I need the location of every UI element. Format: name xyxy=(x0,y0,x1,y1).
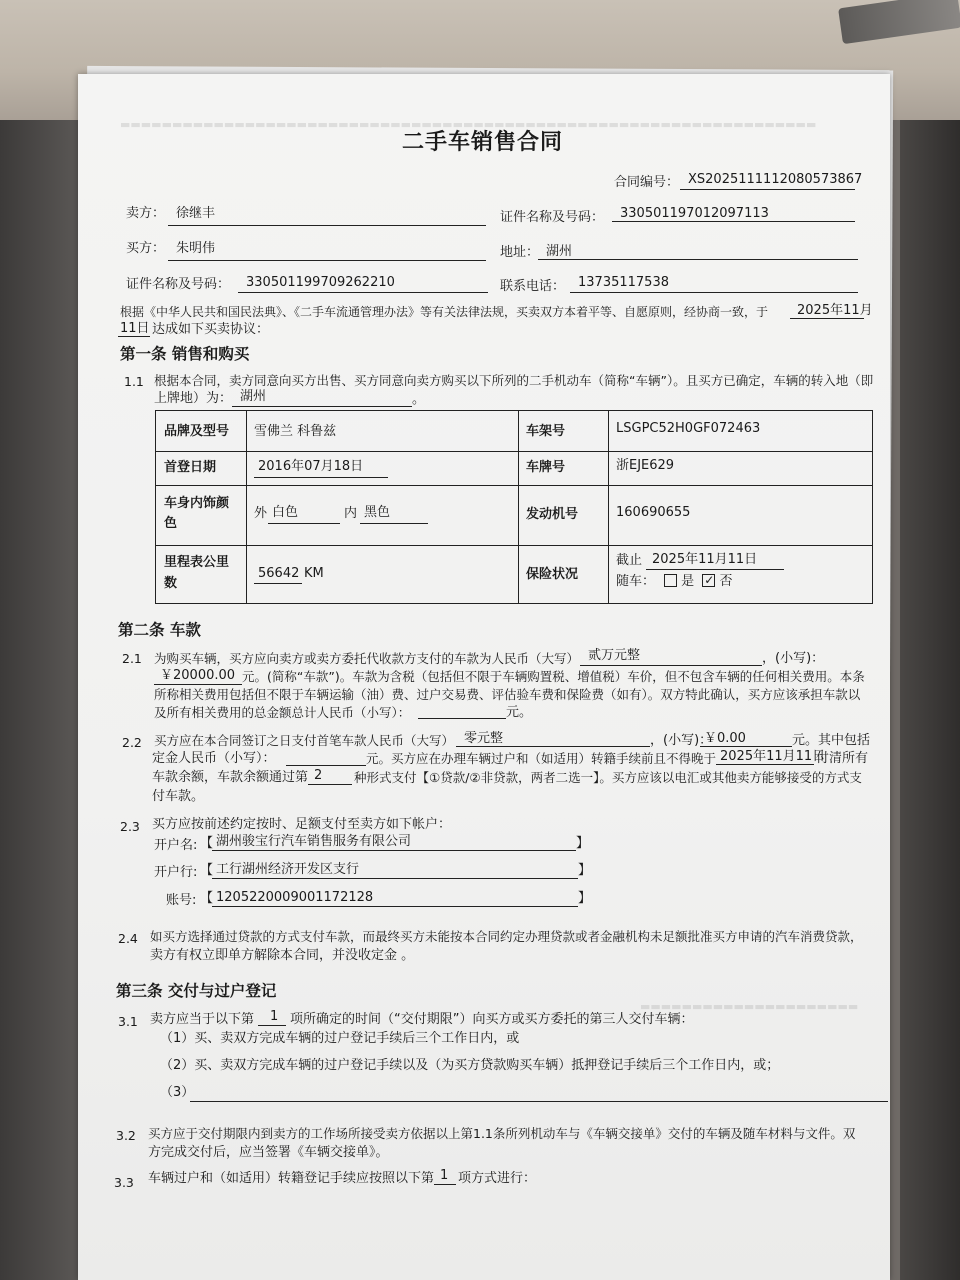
clause-number: 1.1 xyxy=(124,374,144,389)
color-label-1: 车身内饰颜 xyxy=(164,496,230,511)
show-through-text: ▬▬▬▬▬▬▬▬▬▬▬▬▬▬▬▬▬▬▬▬▬▬▬▬▬▬▬▬▬▬▬▬▬▬▬▬▬▬▬▬▬▬▬▬▬▬▬▬▬▬▬▬▬▬▬▬▬▬▬▬▬▬▬▬▬▬▬ xyxy=(120,118,817,131)
vehicle-table xyxy=(155,410,873,604)
bracket-left: 【 xyxy=(200,836,214,851)
dark-background-right xyxy=(900,120,960,1280)
clause-number: 2.1 xyxy=(122,651,142,666)
clause-2-4-line2: 卖方有权立即单方解除本合同，并没收定金 。 xyxy=(150,948,415,963)
clause-2-2-line4: 付车款。 xyxy=(152,789,205,804)
bracket-left: 【 xyxy=(200,863,214,878)
clause-2-2-small-label: ，(小写)： xyxy=(650,733,713,748)
clause-2-2-line2b: 元。买方应在办理车辆过户和（如适用）转籍手续前且不得晚于 xyxy=(366,751,717,766)
buyer-id-label: 证件名称及号码： xyxy=(126,277,231,292)
bank-label: 开户行: xyxy=(154,865,198,880)
contract-no-value: XS2025111112080573867 xyxy=(688,172,863,187)
color-label-2: 色 xyxy=(164,516,178,531)
clause-2-4-line1: 如买方选择通过贷款的方式支付车款，而最终买方未能按本合同约定办理贷款或者金融机构未足额批准买方申请的汽车消费贷款， xyxy=(150,929,863,944)
buyer-addr-underline xyxy=(538,259,858,260)
vin-value: LSGPC52H0GF072463 xyxy=(616,421,761,436)
clause-2-1-line2: 元。(简称“车款”)。车款为含税（包括但不限于车辆购置税、增值税）车价，但不包含车辆的任何相关费用。本条 xyxy=(242,669,865,684)
mileage-value: 56642 xyxy=(258,566,300,581)
insurance-yes-label: 是 xyxy=(681,574,695,589)
buyer-id: 330501199709262210 xyxy=(246,275,395,290)
bracket-right: 】 xyxy=(576,836,590,851)
clause-3-1-line1b: 项所确定的时间（“交付期限”）向买方或买方委托的第三人交付车辆： xyxy=(290,1012,694,1027)
buyer-addr-label: 地址： xyxy=(500,245,540,260)
preamble-date-1: 2025年11月 xyxy=(797,303,873,318)
checkbox-no-checked xyxy=(702,574,715,587)
clause-2-1-line4-end: 元。 xyxy=(506,705,533,720)
clause-2-2-line3: 车款余额，车款余额通过第 xyxy=(152,770,309,785)
bank-name: 工行湖州经济开发区支行 xyxy=(216,862,360,877)
clause-number: 2.4 xyxy=(118,931,138,946)
clause-2-2-line1-end: 元。其中包括 xyxy=(792,733,871,748)
clause-2-1-line4: 及所有相关费用的总金额总计人民币（小写）： xyxy=(154,705,411,720)
seller-name-underline xyxy=(168,225,486,226)
preamble-date-underline xyxy=(790,318,864,319)
ext-color: 白色 xyxy=(272,505,299,520)
first-payment-upper: 零元整 xyxy=(464,731,504,746)
price-small: ￥20000.00 xyxy=(160,668,236,683)
show-through-text: ▬▬▬▬▬▬▬▬▬▬▬▬▬▬▬▬▬▬▬▬▬ xyxy=(640,1000,859,1013)
account-name: 湖州骏宝行汽车销售服务有限公司 xyxy=(216,834,412,849)
bracket-right: 】 xyxy=(578,891,592,906)
clause-number: 2.3 xyxy=(120,819,140,834)
clause-number: 3.3 xyxy=(114,1175,134,1190)
clause-2-2-line2-end: 付清所有 xyxy=(816,751,869,766)
seller-id-underline xyxy=(612,221,855,222)
buyer-label: 买方： xyxy=(126,241,166,256)
transfer-place-underline xyxy=(232,406,412,407)
insurance-yes-option xyxy=(664,574,732,590)
buyer-id-underline xyxy=(238,292,488,293)
dark-background-left xyxy=(0,120,80,1280)
mileage-unit: KM xyxy=(304,566,324,581)
article-1-title: 第一条 销售和购买 xyxy=(120,345,250,363)
delivery-option-3: （3） xyxy=(160,1085,195,1100)
clause-number: 2.2 xyxy=(122,735,142,750)
clause-2-1-line1: 为购买车辆，买方应向卖方或卖方委托代收款方支付的车款为人民币（大写） xyxy=(154,651,580,666)
checkbox-yes xyxy=(664,574,677,587)
price-upper: 贰万元整 xyxy=(588,648,641,663)
clause-2-1-line3: 所称相关费用包括但不限于车辆运输（油）费、过户交易费、评估验车费和保险费（如有）。双方特此确认，买方应该承担车款以 xyxy=(154,687,861,702)
transfer-place: 湖州 xyxy=(240,389,267,404)
clause-3-2-line2: 方完成交付后，应当签署《车辆交接单》。 xyxy=(148,1145,389,1160)
mileage-label-1: 里程表公里 xyxy=(164,555,230,570)
preamble-date-2: 11日 xyxy=(120,321,150,336)
clause-2-3-line1: 买方应按前述约定按时、足额支付至卖方如下帐户： xyxy=(152,817,452,832)
reg-date-label: 首登日期 xyxy=(164,460,217,475)
brand-value: 雪佛兰 科鲁兹 xyxy=(254,424,337,439)
clause-1-1-line2: 上牌地）为： xyxy=(154,391,233,406)
transfer-option-number: 1 xyxy=(440,1168,449,1183)
seller-name: 徐继丰 xyxy=(176,206,216,221)
clause-1-1-end: 。 xyxy=(412,392,426,407)
balance-deadline: 2025年11月11日 xyxy=(720,749,826,764)
account-no-label: 账号: xyxy=(166,893,197,908)
first-payment-small: ￥0.00 xyxy=(704,731,746,746)
buyer-phone-label: 联系电话： xyxy=(500,279,566,294)
reg-date-value: 2016年07月18日 xyxy=(258,459,364,474)
payment-method: 2 xyxy=(314,768,323,783)
insurance-no-label: 否 xyxy=(719,574,733,589)
clause-3-1-line1: 卖方应当于以下第 xyxy=(150,1012,255,1027)
buyer-phone: 13735117538 xyxy=(578,275,669,290)
plate-value: 浙EJE629 xyxy=(616,458,675,473)
clause-2-1-small-label: ，(小写)： xyxy=(762,651,825,666)
seller-id-label: 证件名称及号码： xyxy=(500,210,605,225)
insurance-until-date: 2025年11月11日 xyxy=(652,552,758,567)
plate-label: 车牌号 xyxy=(526,460,566,475)
delivery-option-1: （1）买、卖双方完成车辆的过户登记手续后三个工作日内，或 xyxy=(160,1031,520,1046)
clause-2-2-line1: 买方应在本合同签订之日支付首笔车款人民币（大写） xyxy=(154,733,455,748)
bracket-right: 】 xyxy=(578,863,592,878)
clause-3-3-line1: 车辆过户和（如适用）转籍登记手续应按照以下第 xyxy=(148,1171,435,1186)
article-2-title: 第二条 车款 xyxy=(118,621,201,639)
delivery-option-number: 1 xyxy=(270,1009,279,1024)
int-color: 黑色 xyxy=(364,505,391,520)
clause-number: 3.1 xyxy=(118,1014,138,1029)
mileage-label-2: 数 xyxy=(164,576,178,591)
clause-number: 3.2 xyxy=(116,1128,136,1143)
contract-no-underline xyxy=(680,189,855,190)
preamble-date2-underline xyxy=(118,336,150,337)
article-3-title: 第三条 交付与过户登记 xyxy=(116,982,277,1000)
insurance-follow-label: 随车： xyxy=(616,574,656,589)
bracket-left: 【 xyxy=(200,891,214,906)
clause-3-3-line1b: 项方式进行： xyxy=(458,1171,537,1186)
int-prefix: 内 xyxy=(344,506,358,521)
seller-label: 卖方： xyxy=(126,206,166,221)
vin-label: 车架号 xyxy=(526,424,566,439)
preamble-line2: 达成如下买卖协议： xyxy=(152,322,270,337)
clause-2-2-line2: 定金人民币（小写）： xyxy=(152,751,276,766)
seller-id: 330501197012097113 xyxy=(620,206,769,221)
insurance-label: 保险状况 xyxy=(526,567,579,582)
clause-2-2-line3b: 种形式支付【①贷款/②非贷款，两者二选一】。买方应该以电汇或其他卖方能够接受的方式支 xyxy=(354,770,862,785)
brand-label: 品牌及型号 xyxy=(164,424,230,439)
buyer-name-underline xyxy=(168,260,486,261)
preamble-line1: 根据《中华人民共和国民法典》、《二手车流通管理办法》等有关法律法规，买卖双方本着平等、自愿原则，经协商一致，于 xyxy=(120,305,769,319)
insurance-until-prefix: 截止 xyxy=(616,553,643,568)
contract-title: 二手车销售合同 xyxy=(402,130,564,155)
buyer-name: 朱明伟 xyxy=(176,241,216,256)
account-name-label: 开户名: xyxy=(154,838,198,853)
account-no: 1205220009001172128 xyxy=(216,890,374,905)
ext-prefix: 外 xyxy=(254,506,268,521)
clause-3-2-line1: 买方应于交付期限内到卖方的工作场所接受卖方依据以上第1.1条所列机动车与《车辆交接单》交付的车辆及随车材料与文件。双 xyxy=(148,1126,856,1141)
buyer-addr: 湖州 xyxy=(546,244,573,259)
clause-1-1-line1: 根据本合同，卖方同意向买方出售、买方同意向卖方购买以下所列的二手机动车（简称“车辆”）。且买方已确定，车辆的转入地（即 xyxy=(154,373,874,388)
contract-no-label: 合同编号： xyxy=(614,175,680,190)
buyer-phone-underline xyxy=(570,292,858,293)
engine-value: 160690655 xyxy=(616,505,691,520)
engine-label: 发动机号 xyxy=(526,507,579,522)
delivery-option-2: （2）买、卖双方完成车辆的过户登记手续以及（为买方贷款购买车辆）抵押登记手续后三个工作日内，或； xyxy=(160,1058,780,1073)
